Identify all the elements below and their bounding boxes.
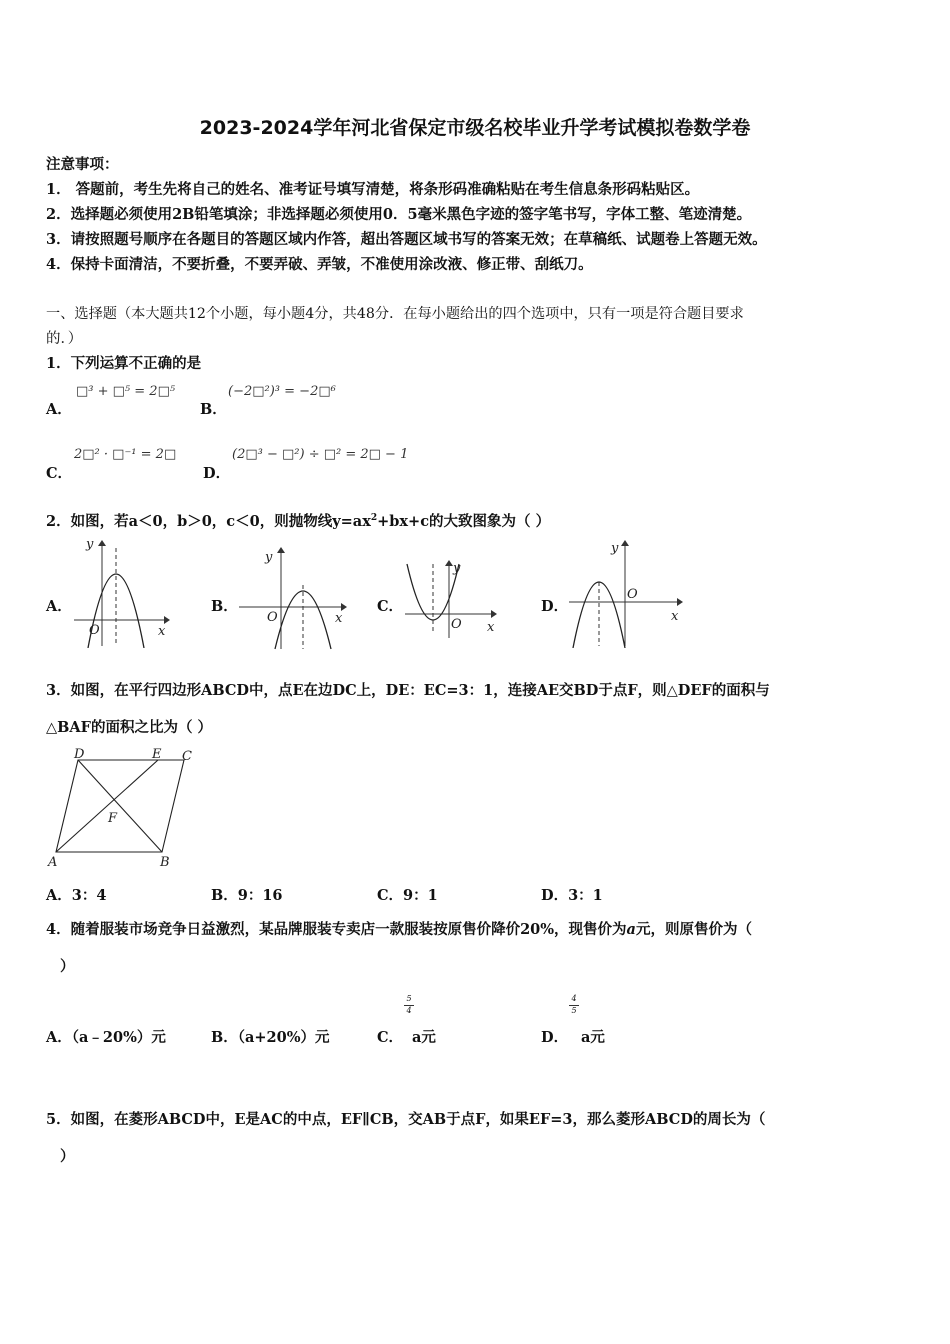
page-title: 2023-2024学年河北省保定市级名校毕业升学考试模拟卷数学卷 bbox=[199, 117, 751, 139]
q2c-axis-x: x bbox=[487, 620, 495, 635]
notice-item-2: 2．选择题必须使用2B铅笔填涂；非选择题必须使用0．5毫米黑色字迹的签字笔书写，字体工整、笔迹清楚。 bbox=[46, 206, 752, 223]
q1-option-a-expr: □³ + □⁵ = 2□⁵ bbox=[76, 384, 176, 399]
q4-option-d-numerator: 4 bbox=[571, 994, 577, 1003]
q3-label-d: D bbox=[74, 747, 85, 762]
q2-stem bbox=[46, 510, 550, 531]
q3-label-c: C bbox=[182, 749, 192, 764]
q4-option-a: A．（a﹣20%）元 bbox=[46, 1029, 166, 1046]
q4-stem-line1 bbox=[46, 918, 752, 939]
q5-stem-line2: ） bbox=[60, 1148, 75, 1165]
q2c-origin: O bbox=[451, 617, 462, 632]
q1-option-c-label: C． bbox=[46, 465, 73, 482]
q2-stem-sup: 2 bbox=[370, 513, 378, 524]
q2-stem-post: +bx+c的大致图象为（ ） bbox=[377, 513, 551, 530]
q2-stem-pre: 2．如图，若a＜0，b＞0，c＜0，则抛物线y=ax bbox=[46, 513, 371, 530]
q4-option-d-fraction bbox=[569, 994, 579, 1016]
section1-heading: 一、选择题（本大题共12个小题，每小题4分，共48分．在每小题给出的四个选项中，只有一项是符合题目要求 bbox=[46, 306, 744, 322]
notice-item-3: 3．请按照题号顺序在各题目的答题区域内作答，超出答题区域书写的答案无效；在草稿纸、试题卷上答题无效。 bbox=[46, 231, 767, 248]
notice-heading: 注意事项： bbox=[46, 156, 119, 173]
q1-option-c-expr: 2□² · □⁻¹ = 2□ bbox=[74, 447, 177, 462]
q2d-axis-x: x bbox=[671, 609, 679, 624]
q2b-origin: O bbox=[267, 610, 278, 625]
q4-option-c-label: C． bbox=[377, 1029, 404, 1046]
q4-option-c-denominator: 4 bbox=[404, 1005, 414, 1016]
q2-graph-a bbox=[72, 538, 172, 648]
q2a-origin: O bbox=[89, 623, 100, 638]
q3-parallelogram-figure bbox=[44, 744, 204, 870]
q1-stem: 1．下列运算不正确的是 bbox=[46, 355, 202, 372]
q4-option-d-tail: a元 bbox=[581, 1029, 605, 1046]
q3-stem-line1: 3．如图，在平行四边形ABCD中，点E在边DC上，DE：EC=3：1，连接AE交BD于点F，则△DEF的面积与 bbox=[46, 682, 770, 699]
q4-option-d-denominator: 5 bbox=[569, 1005, 579, 1016]
q2a-axis-x: x bbox=[158, 624, 166, 639]
q2a-axis-y: y bbox=[86, 538, 94, 552]
q3-label-f: F bbox=[108, 811, 118, 826]
q2d-origin: O bbox=[627, 587, 638, 602]
notice-item-1: 1． 答题前，考生先将自己的姓名、准考证号填写清楚，将条形码准确粘贴在考生信息条形码粘贴区。 bbox=[46, 181, 700, 198]
q4-option-c-fraction bbox=[404, 994, 414, 1016]
q4-stem-part2: 元，则原售价为（ bbox=[635, 921, 752, 938]
q2c-axis-y: y bbox=[453, 561, 461, 576]
q1-option-d-expr: (2□³ − □²) ÷ □² = 2□ − 1 bbox=[232, 447, 409, 462]
q2d-axis-y: y bbox=[611, 541, 619, 556]
q3-label-a: A bbox=[48, 855, 58, 870]
q2b-axis-y: y bbox=[265, 550, 273, 565]
q3-option-c: C．9：1 bbox=[377, 887, 438, 904]
q1-option-b-label: B． bbox=[200, 401, 227, 418]
q3-label-e: E bbox=[152, 747, 162, 762]
q1-option-d-label: D． bbox=[203, 465, 231, 482]
q2-option-a-label: A． bbox=[46, 598, 72, 615]
notice-item-4: 4．保持卡面清洁，不要折叠，不要弄破、弄皱，不准使用涂改液、修正带、刮纸刀。 bbox=[46, 256, 593, 273]
q4-stem-part1: 4．随着服装市场竞争日益激烈，某品牌服装专卖店一款服装按原售价降价20%，现售价为 bbox=[46, 921, 627, 938]
q4-stem-line2: ） bbox=[60, 958, 75, 975]
q4-option-c-tail: a元 bbox=[412, 1029, 436, 1046]
q1-option-a-label: A． bbox=[46, 401, 72, 418]
q5-stem-line1: 5．如图，在菱形ABCD中，E是AC的中点，EF∥CB，交AB于点F，如果EF=3，那么菱形ABCD的周长为（ bbox=[46, 1111, 766, 1128]
section1-heading-cont: 的．） bbox=[46, 331, 83, 347]
q2-graph-b bbox=[237, 545, 349, 650]
q3-stem-line2: △BAF的面积之比为（ ） bbox=[46, 719, 212, 736]
q2-option-b-label: B． bbox=[211, 598, 238, 615]
q4-option-d-label: D． bbox=[541, 1029, 569, 1046]
q3-label-b: B bbox=[160, 855, 170, 870]
q4-option-b: B．（a+20%）元 bbox=[211, 1029, 330, 1046]
q3-option-d: D．3：1 bbox=[541, 887, 603, 904]
q1-option-b-expr: (−2□²)³ = −2□⁶ bbox=[228, 384, 336, 399]
q3-option-a: A．3：4 bbox=[46, 887, 107, 904]
q3-option-b: B．9：16 bbox=[211, 887, 283, 904]
q2-option-c-label: C． bbox=[377, 598, 404, 615]
q2-graph-c bbox=[403, 558, 499, 640]
q2-graph-d bbox=[567, 538, 685, 648]
q4-option-c-numerator: 5 bbox=[406, 994, 412, 1003]
q4-stem-var: a bbox=[626, 921, 636, 938]
q2b-axis-x: x bbox=[335, 611, 343, 626]
q2-option-d-label: D． bbox=[541, 598, 569, 615]
